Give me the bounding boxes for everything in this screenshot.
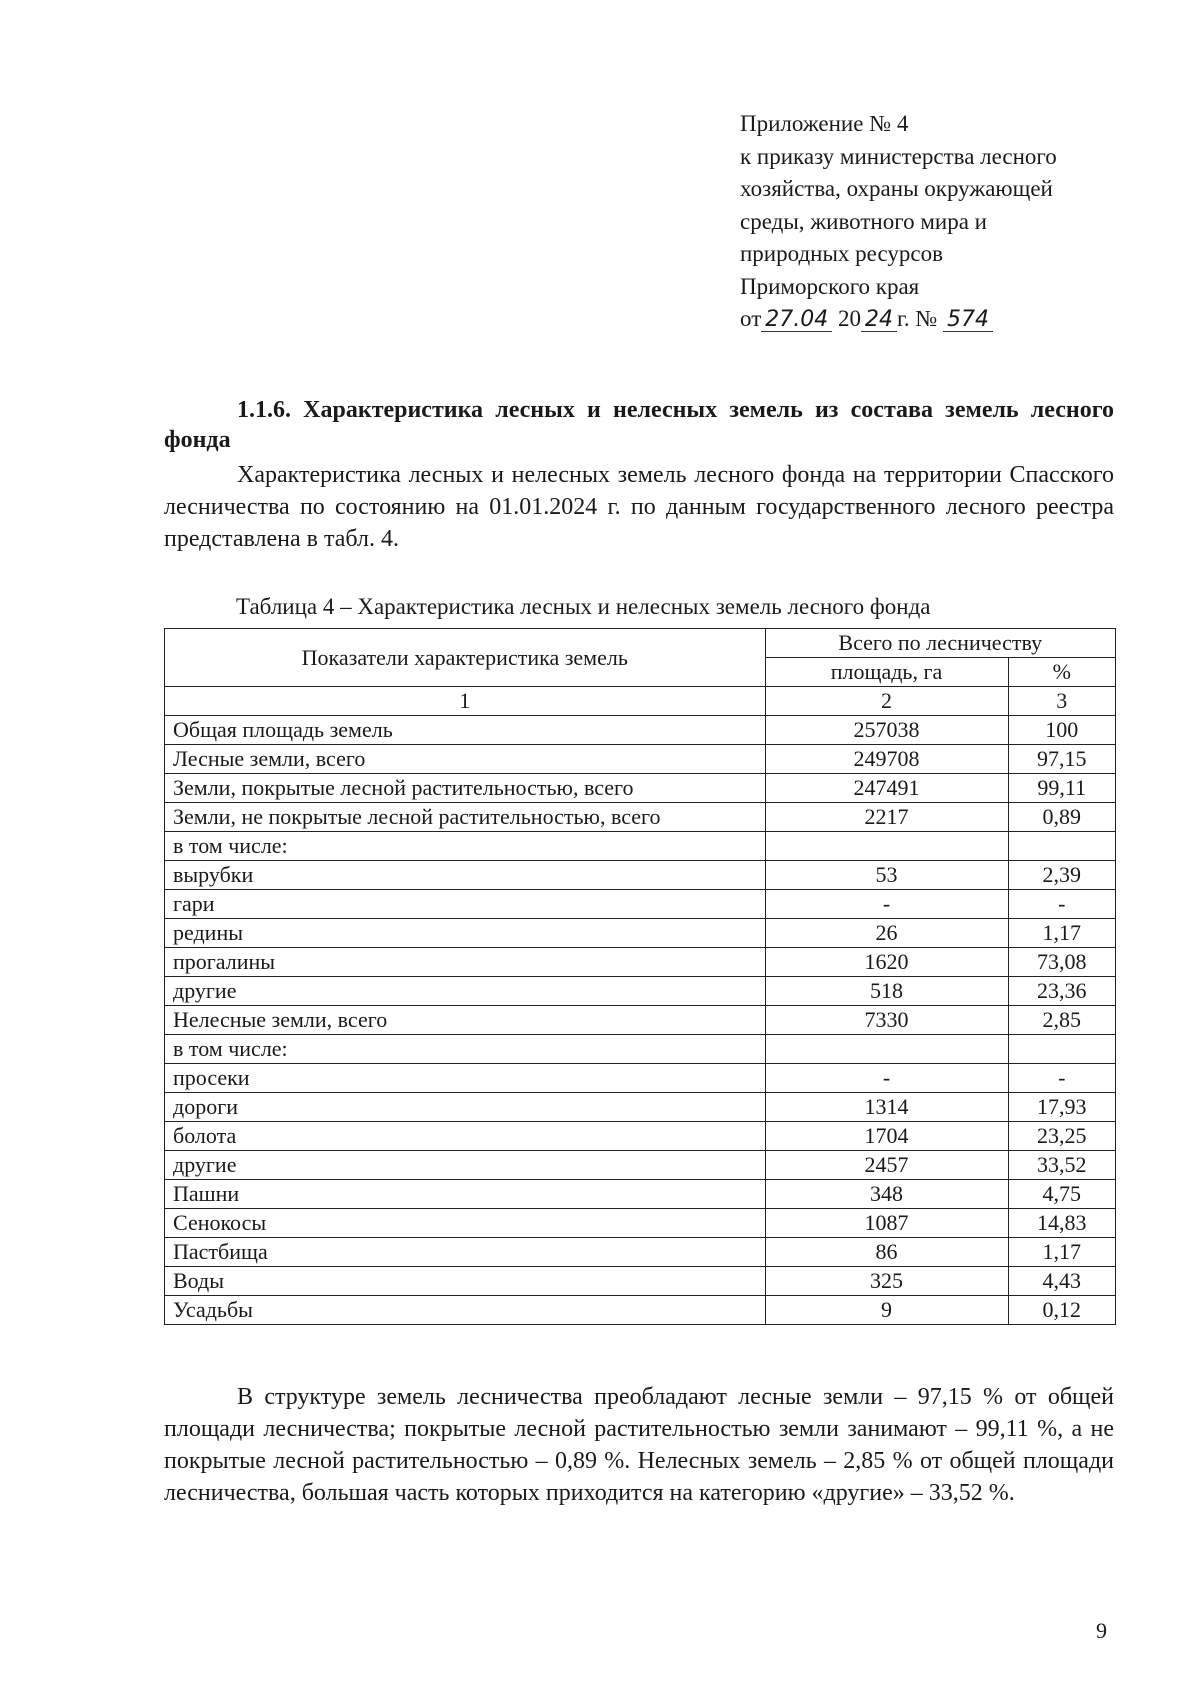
page-number: 9 — [1096, 1618, 1107, 1643]
row-percent — [1008, 832, 1115, 861]
row-area — [765, 1035, 1008, 1064]
row-area: 518 — [765, 977, 1008, 1006]
table-row — [165, 745, 1116, 774]
table-row — [165, 977, 1116, 1006]
appendix-line: природных ресурсов — [740, 241, 943, 266]
appendix-block — [740, 108, 1057, 336]
table-row — [165, 948, 1116, 977]
table-row — [165, 1151, 1116, 1180]
table-row — [165, 861, 1116, 890]
row-area: 9 — [765, 1296, 1008, 1325]
row-label: Усадьбы — [165, 1296, 766, 1325]
row-area: 2457 — [765, 1151, 1008, 1180]
row-label: в том числе: — [165, 832, 766, 861]
row-area: 1087 — [765, 1209, 1008, 1238]
row-label: гари — [165, 890, 766, 919]
row-area: 325 — [765, 1267, 1008, 1296]
row-percent: 17,93 — [1008, 1093, 1115, 1122]
handwritten-year: 24 — [861, 309, 897, 332]
row-label: редины — [165, 919, 766, 948]
row-label: Пашни — [165, 1180, 766, 1209]
header-indicator: Показатели характеристика земель — [165, 629, 766, 687]
header-total: Всего по лесничеству — [765, 629, 1115, 658]
row-percent: - — [1008, 890, 1115, 919]
row-area: 26 — [765, 919, 1008, 948]
row-label: Общая площадь земель — [165, 716, 766, 745]
table-row — [165, 919, 1116, 948]
column-number: 2 — [765, 687, 1008, 716]
row-percent: 23,36 — [1008, 977, 1115, 1006]
row-area: 86 — [765, 1238, 1008, 1267]
table-row — [165, 1006, 1116, 1035]
table-row — [165, 1093, 1116, 1122]
date-prefix: от — [740, 306, 762, 331]
section-heading: 1.1.6. Характеристика лесных и нелесных земель из состава земель лесного фонда — [164, 397, 1114, 453]
row-label: Воды — [165, 1267, 766, 1296]
table-row — [165, 1238, 1116, 1267]
table-row — [165, 1209, 1116, 1238]
table-row — [165, 1064, 1116, 1093]
handwritten-date: 27.04 — [761, 309, 832, 332]
row-percent: 2,85 — [1008, 1006, 1115, 1035]
row-percent: 99,11 — [1008, 774, 1115, 803]
row-area: 257038 — [765, 716, 1008, 745]
row-area: - — [765, 1064, 1008, 1093]
table-row — [165, 890, 1116, 919]
row-label: Нелесные земли, всего — [165, 1006, 766, 1035]
intro-paragraph: Характеристика лесных и нелесных земель лесного фонда на территории Спасского лесничества по состоянию на 01.01.2024 г. по данным государственного лесного реестра представлена в табл. 4. — [164, 462, 1114, 552]
row-label: Сенокосы — [165, 1209, 766, 1238]
header-area: площадь, га — [765, 658, 1008, 687]
column-number: 1 — [165, 687, 766, 716]
row-area: 1704 — [765, 1122, 1008, 1151]
row-percent: 0,89 — [1008, 803, 1115, 832]
handwritten-number: 574 — [943, 309, 993, 332]
table-caption: Таблица 4 – Характеристика лесных и нелесных земель лесного фонда — [236, 594, 931, 619]
row-area: 247491 — [765, 774, 1008, 803]
row-percent: 4,43 — [1008, 1267, 1115, 1296]
summary-paragraph: В структуре земель лесничества преобладают лесные земли – 97,15 % от общей площади лесничества; покрытые лесной растительностью земли занимают – 99,11 %, а не покрытые лесной растительностью – 0,89 %. Нелесных земель – 2,85 % от общей площади лесничества, большая часть которых приходится на категорию «другие» – 33,52 %. — [164, 1384, 1114, 1506]
year-prefix: 20 — [837, 306, 861, 331]
table-row — [165, 1180, 1116, 1209]
row-percent: - — [1008, 1064, 1115, 1093]
row-percent — [1008, 1035, 1115, 1064]
row-label: Земли, покрытые лесной растительностью, всего — [165, 774, 766, 803]
row-area: 1314 — [765, 1093, 1008, 1122]
table-row — [165, 716, 1116, 745]
appendix-line: Приложение № 4 — [740, 111, 909, 136]
row-percent: 73,08 — [1008, 948, 1115, 977]
row-percent: 1,17 — [1008, 919, 1115, 948]
row-percent: 1,17 — [1008, 1238, 1115, 1267]
row-area: - — [765, 890, 1008, 919]
row-percent: 23,25 — [1008, 1122, 1115, 1151]
row-label: другие — [165, 977, 766, 1006]
row-label: вырубки — [165, 861, 766, 890]
row-label: Земли, не покрытые лесной растительностью, всего — [165, 803, 766, 832]
appendix-line: среды, животного мира и — [740, 208, 987, 234]
row-area: 1620 — [765, 948, 1008, 977]
row-label: Лесные земли, всего — [165, 745, 766, 774]
header-percent: % — [1008, 658, 1115, 687]
row-area — [765, 832, 1008, 861]
table-row — [165, 774, 1116, 803]
row-label: Пастбища — [165, 1238, 766, 1267]
appendix-line: Приморского края — [740, 273, 920, 299]
row-percent: 2,39 — [1008, 861, 1115, 890]
row-percent: 4,75 — [1008, 1180, 1115, 1209]
row-label: болота — [165, 1122, 766, 1151]
land-characteristics-table — [164, 628, 1116, 1325]
row-area: 348 — [765, 1180, 1008, 1209]
row-label: другие — [165, 1151, 766, 1180]
row-percent: 33,52 — [1008, 1151, 1115, 1180]
table-body — [165, 716, 1116, 1325]
table-row — [165, 832, 1116, 861]
row-percent: 0,12 — [1008, 1296, 1115, 1325]
row-percent: 14,83 — [1008, 1209, 1115, 1238]
row-percent: 97,15 — [1008, 745, 1115, 774]
row-percent: 100 — [1008, 716, 1115, 745]
table-row — [165, 803, 1116, 832]
row-label: просеки — [165, 1064, 766, 1093]
appendix-line: хозяйства, охраны окружающей — [740, 176, 1053, 201]
row-label: в том числе: — [165, 1035, 766, 1064]
row-area: 249708 — [765, 745, 1008, 774]
table-row — [165, 1035, 1116, 1064]
row-area: 2217 — [765, 803, 1008, 832]
row-area: 53 — [765, 861, 1008, 890]
row-label: прогалины — [165, 948, 766, 977]
row-area: 7330 — [765, 1006, 1008, 1035]
column-number: 3 — [1008, 687, 1115, 716]
table-row — [165, 1296, 1116, 1325]
appendix-line: к приказу министерства лесного — [740, 143, 1057, 169]
table-row — [165, 1267, 1116, 1296]
table-row — [165, 1122, 1116, 1151]
number-prefix: г. № — [896, 306, 938, 331]
appendix-date-line — [740, 303, 1057, 336]
row-label: дороги — [165, 1093, 766, 1122]
